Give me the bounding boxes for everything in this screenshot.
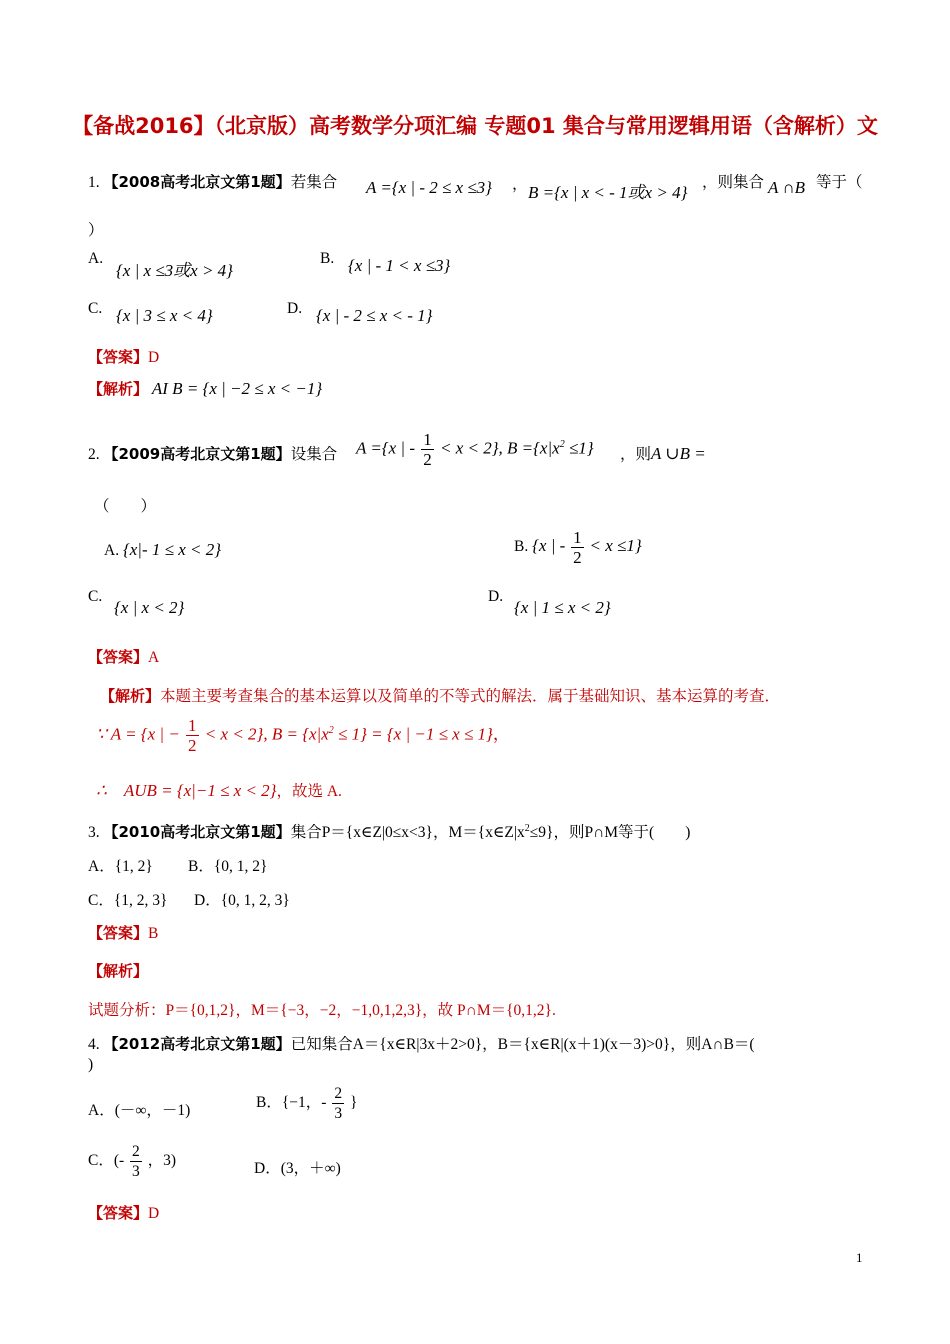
q4-stem bbox=[88, 1032, 755, 1054]
q2-mid bbox=[620, 442, 706, 464]
q2-option-b bbox=[514, 528, 642, 567]
q1-source: 【2008高考北京文第1题】 bbox=[103, 173, 291, 191]
q3-answer-value: B bbox=[148, 925, 159, 942]
q2-option-a bbox=[104, 540, 221, 560]
q2-step2-text: ∴ AUB = {x|−1 ≤ x < 2} bbox=[96, 781, 277, 800]
q3-option-d: D．{0, 1, 2, 3} bbox=[194, 892, 290, 909]
q4-option-d: D．(3，＋∞) bbox=[254, 1160, 341, 1177]
q1-set-a: A ={x | - 2 ≤ x ≤3} bbox=[366, 178, 492, 197]
q2-option-b-fraction-num: 1 bbox=[573, 528, 582, 547]
q1-pre: 若集合 bbox=[290, 174, 338, 191]
q2-option-b-post: < x ≤1} bbox=[589, 536, 642, 556]
q2-option-b-pre: {x | - bbox=[532, 536, 566, 556]
q2-paren: （ ） bbox=[94, 498, 157, 515]
q2-option-d-label: D. bbox=[488, 588, 504, 605]
q2-option-a-text: {x|- 1 ≤ x < 2} bbox=[122, 540, 222, 559]
q1-stem bbox=[88, 170, 337, 192]
q2-fraction bbox=[421, 430, 434, 469]
page-number: 1 bbox=[856, 1250, 863, 1265]
q2-option-a-label: A. bbox=[104, 542, 120, 559]
q1-analysis-text: AI B = {x | −2 ≤ x < −1} bbox=[151, 379, 323, 398]
q1-analysis bbox=[88, 378, 322, 399]
q1-option-c-label: C. bbox=[88, 300, 103, 317]
q2-fraction-num: 1 bbox=[423, 430, 432, 449]
q1-answer-value: D bbox=[148, 349, 160, 366]
q2-stem bbox=[88, 442, 337, 464]
q1-number: 1. bbox=[88, 174, 100, 191]
q2-step2 bbox=[96, 776, 342, 801]
q2-answer-label: 【答案】 bbox=[88, 648, 149, 666]
q2-step1-pre: ∵ A = {x | − bbox=[96, 724, 180, 744]
q2-mid-text: ，则 bbox=[620, 446, 652, 463]
q4-option-c-fraction-den: 3 bbox=[132, 1163, 140, 1180]
q2-answer bbox=[88, 646, 159, 667]
q4-answer-label: 【答案】 bbox=[88, 1204, 149, 1222]
q2-option-b-fraction bbox=[571, 528, 584, 567]
q3-source: 【2010高考北京文第1题】 bbox=[103, 823, 291, 841]
q2-set-a-post: < x < 2}, B ={x|x bbox=[439, 438, 560, 458]
q3-option-c: C．{1, 2, 3} bbox=[88, 892, 168, 909]
q4-option-c-post: ，3) bbox=[147, 1152, 177, 1170]
q2-square: 2 bbox=[559, 438, 565, 450]
q1-option-b-label: B. bbox=[320, 250, 335, 267]
q3-number: 3. bbox=[88, 824, 100, 841]
q1-set-b: B ={x | x < - 1或x > 4} bbox=[528, 183, 688, 202]
q3-analysis-label bbox=[88, 960, 148, 981]
q3-text2: ≤9}，则P∩M等于( ) bbox=[529, 824, 691, 841]
q2-set-b-post: ≤1} bbox=[568, 438, 594, 458]
q1-intersection: A ∩B bbox=[768, 178, 805, 197]
q3-stem bbox=[88, 820, 690, 842]
q3-analysis: 试题分析：P＝{0,1,2}，M＝{−3，−2，−1,0,1,2,3}，故 P∩M＝{0,1,2}. bbox=[88, 1002, 556, 1019]
q1-mid: ，则集合 bbox=[702, 174, 765, 191]
q3-square: 2 bbox=[524, 822, 530, 834]
q2-step1-fraction-num: 1 bbox=[188, 716, 197, 735]
q4-option-c-fraction-num: 2 bbox=[132, 1143, 140, 1160]
q3-answer bbox=[88, 922, 158, 943]
q4-option-b-pre: B．{−1，- bbox=[256, 1094, 327, 1112]
q2-option-b-label: B. bbox=[514, 538, 529, 556]
q4-option-c-fraction bbox=[130, 1142, 142, 1181]
q2-source: 【2009高考北京文第1题】 bbox=[103, 445, 291, 463]
page-title: 【备战2016】（北京版）高考数学分项汇编 专题01 集合与常用逻辑用语（含解析）文 bbox=[72, 114, 878, 138]
q2-step1-fraction-den: 2 bbox=[188, 736, 197, 755]
q2-step1 bbox=[96, 716, 510, 755]
q1-option-b: {x | - 1 < x ≤3} bbox=[348, 256, 451, 275]
q2-step1-square: 2 bbox=[328, 724, 334, 736]
q3-option-b: B．{0, 1, 2} bbox=[188, 858, 268, 875]
q4-option-b-fraction-den: 3 bbox=[334, 1105, 343, 1122]
q2-step2-tail: ，故选 A. bbox=[276, 783, 342, 800]
q1-sep: ， bbox=[512, 176, 528, 193]
q2-sets bbox=[356, 430, 594, 469]
q4-option-b-fraction bbox=[332, 1084, 344, 1123]
q2-step1-end: ≤ 1} = {x | −1 ≤ x ≤ 1} bbox=[338, 724, 493, 744]
q2-fraction-den: 2 bbox=[423, 450, 432, 469]
q2-analysis bbox=[100, 684, 780, 706]
q2-union: A ∪B = bbox=[651, 444, 706, 463]
q1-answer-label: 【答案】 bbox=[88, 348, 149, 366]
q4-answer bbox=[88, 1202, 159, 1223]
q2-answer-value: A bbox=[148, 649, 160, 666]
q2-analysis-text: 本题主要考查集合的基本运算以及简单的不等式的解法．属于基础知识、基本运算的考查． bbox=[160, 688, 781, 705]
q1-option-d-label: D. bbox=[287, 300, 303, 317]
q2-step1-post: < x < 2}, B = {x|x bbox=[204, 724, 329, 744]
q2-analysis-label: 【解析】 bbox=[100, 687, 161, 705]
q1-option-c: {x | 3 ≤ x < 4} bbox=[116, 306, 213, 325]
q1-option-a-label: A. bbox=[88, 250, 104, 267]
q3-text: 集合P＝{x∈Z|0≤x<3}，M＝{x∈Z|x bbox=[290, 824, 525, 841]
q4-close: ) bbox=[88, 1056, 94, 1073]
q1-analysis-label: 【解析】 bbox=[88, 380, 149, 398]
q1-option-d: {x | - 2 ≤ x < - 1} bbox=[316, 306, 433, 325]
q3-answer-label: 【答案】 bbox=[88, 924, 149, 942]
q4-option-b bbox=[256, 1084, 357, 1123]
q4-option-a: A．(－∞，－1) bbox=[88, 1102, 191, 1119]
q2-option-d: {x | 1 ≤ x < 2} bbox=[514, 598, 611, 617]
q4-source: 【2012高考北京文第1题】 bbox=[103, 1035, 291, 1053]
q1-answer bbox=[88, 346, 159, 367]
q2-pre: 设集合 bbox=[290, 446, 338, 463]
q3-option-a: A．{1, 2} bbox=[88, 858, 153, 875]
q2-set-a-pre: A ={x | - bbox=[356, 438, 415, 458]
q1-close: ） bbox=[88, 222, 104, 239]
q2-step1-comma: ， bbox=[492, 724, 510, 744]
q4-answer-value: D bbox=[148, 1205, 160, 1222]
q2-option-c-label: C. bbox=[88, 588, 103, 605]
q4-option-c-pre: C．(- bbox=[88, 1152, 125, 1170]
q1-end: 等于（ bbox=[816, 174, 863, 191]
q4-text: 已知集合A＝{x∈R|3x＋2>0}，B＝{x∈R|(x＋1)(x－3)>0}，则A∩B＝( bbox=[290, 1036, 755, 1053]
q2-step1-fraction bbox=[186, 716, 199, 755]
q2-option-b-fraction-den: 2 bbox=[573, 548, 582, 567]
q2-number: 2. bbox=[88, 446, 100, 463]
q2-option-c: {x | x < 2} bbox=[114, 598, 185, 617]
q4-option-b-post: } bbox=[349, 1094, 358, 1112]
q1-option-a: {x | x ≤3或x > 4} bbox=[116, 261, 233, 280]
q4-number: 4. bbox=[88, 1036, 100, 1053]
q4-option-b-fraction-num: 2 bbox=[334, 1085, 343, 1102]
q4-option-c bbox=[88, 1142, 176, 1181]
q3-analysis-label-text: 【解析】 bbox=[88, 962, 149, 980]
